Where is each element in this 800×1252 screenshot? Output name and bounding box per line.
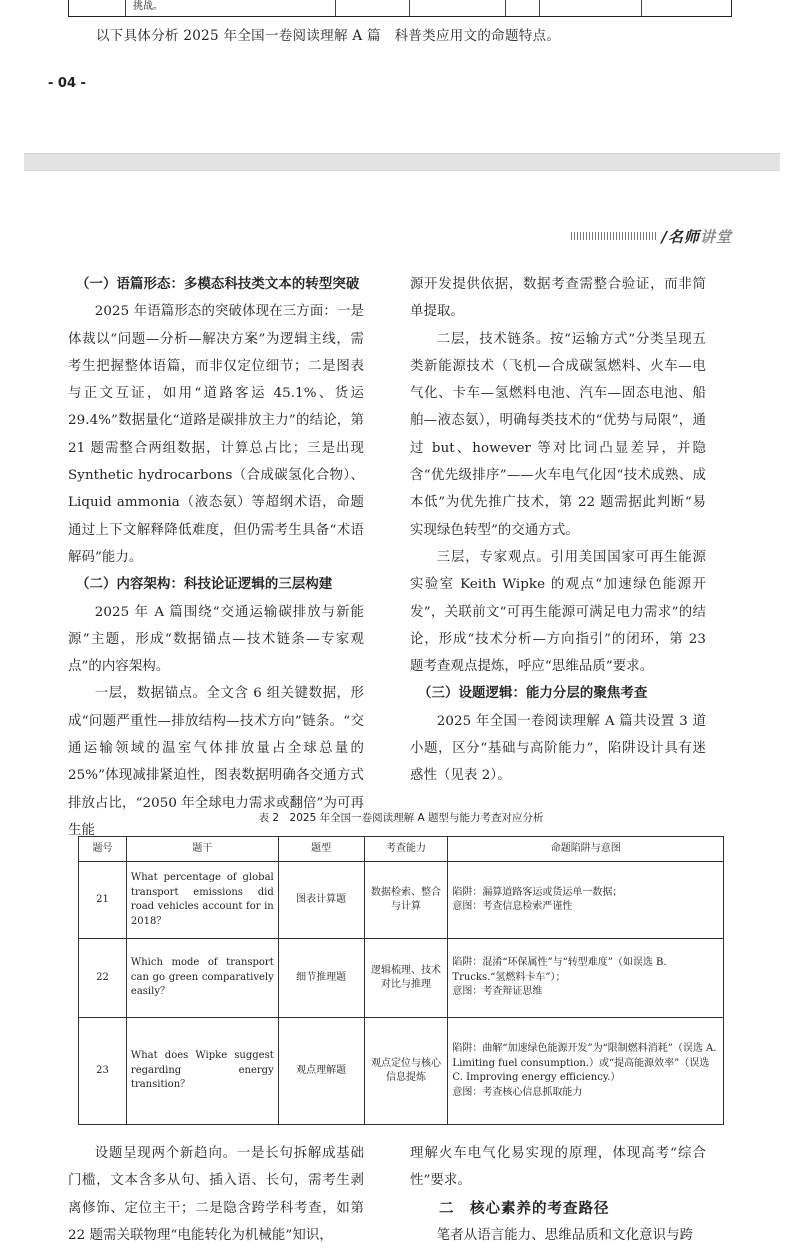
trap-intent-cell <box>448 939 724 1018</box>
intent-text: 意图：考查信息检索严谨性 <box>452 901 573 912</box>
question-number: 23 <box>79 1018 127 1125</box>
question-type: 细节推理题 <box>278 939 364 1018</box>
section-header <box>571 226 732 246</box>
ability: 逻辑梳理、技术对比与推理 <box>364 939 448 1018</box>
previous-page-last-line: 以下具体分析 2025 年全国一卷阅读理解 A 篇 科普类应用文的命题特点。 <box>96 28 561 44</box>
paragraph: 理解火车电气化易实现的原理，体现高考“综合性”要求。 <box>410 1146 706 1189</box>
trap-intent-cell <box>448 1018 724 1125</box>
subheading: （一）语篇形态：多模态科技类文本的转型突破 <box>76 276 360 292</box>
ability: 观点定位与核心信息提炼 <box>364 1018 448 1125</box>
intent-text: 意图：考查辩证思维 <box>452 986 543 998</box>
table-header-row <box>79 837 724 862</box>
trap-intent-cell <box>448 862 724 939</box>
subheading: （三）设题逻辑：能力分层的聚焦考查 <box>418 685 648 702</box>
section-heading: 二 核心素养的考查路径 <box>439 1199 610 1217</box>
question-type: 图表计算题 <box>278 862 364 939</box>
page-number: - 04 - <box>48 76 86 91</box>
ability: 数据检索、整合与计算 <box>364 862 448 939</box>
paragraph: 源开发提供依据，数据考查需整合验证，而非简单提取。 <box>410 277 706 320</box>
question-stem: What does Wipke suggest regarding energy transition？ <box>126 1018 278 1125</box>
question-stem: Which mode of transport can go green comparatively easily？ <box>126 939 278 1018</box>
subheading: （二）内容架构：科技论证逻辑的三层构建 <box>76 576 333 593</box>
trap-text: 陷阱：漏算道路客运或货运单一数据； <box>452 886 623 898</box>
paragraph: 设题呈现两个新趋向。一是长句拆解成基础门槛，文本含多从句、插入语、长句，需考生剥离修饰、定位主干；二是隐含跨学科考查，如第 22 题需关联物理“电能转化为机械能”知识， <box>68 1146 364 1243</box>
question-type: 观点理解题 <box>278 1018 364 1125</box>
page-separator <box>24 153 780 171</box>
left-column <box>68 271 364 844</box>
paragraph: 2025 年 A 篇围绕“交通运输碳排放与新能源”主题，形成“数据锚点—技术链条—专家观点”的内容架构。 <box>68 604 364 675</box>
trap-text: 陷阱：混淆“环保属性”与“转型难度”（如误选 B. Trucks.“氢燃料卡车”）； <box>452 957 667 983</box>
paragraph: 2025 年全国一卷阅读理解 A 篇共设置 3 道小题，区分“基础与高阶能力”，陷阱设计具有迷惑性（见表 2）。 <box>410 713 706 784</box>
question-number: 21 <box>79 862 127 939</box>
right-column <box>410 271 706 790</box>
previous-table-cell: 挑战。 <box>133 1 163 12</box>
header-cell: 题型 <box>278 837 364 862</box>
section-title: /名师讲堂 <box>661 227 732 246</box>
table-row <box>79 939 724 1018</box>
right-column-lower <box>410 1140 706 1249</box>
paragraph: 三层，专家观点。引用美国国家可再生能源实验室 Keith Wipke 的观点“加速绿色能源开发”，关联前文“可再生能源可满足电力需求”的结论，形成“技术分析—方向指引”的闭环，第 23 题考查观点提炼，呼应“思维品质”要求。 <box>410 549 706 675</box>
question-stem: What percentage of global transport emissions did road vehicles account for in 2018？ <box>126 862 278 939</box>
paragraph: 一层，数据锚点。全文含 6 组关键数据，形成“问题严重性—排放结构—技术方向”链条。“交通运输领域的温室气体排放量占全球总量的 25%”体现减排紧迫性，图表数据明确各交通方式排放占比，“2050 年全球电力需求或翻倍”为可再生能 <box>68 686 364 838</box>
table-caption: 表 2 2025 年全国一卷阅读理解 A 题型与能力考查对应分析 <box>258 812 544 824</box>
paragraph: 笔者从语言能力、思维品质和文化意识与跨 <box>436 1227 694 1243</box>
header-cell: 命题陷阱与意图 <box>448 837 724 862</box>
analysis-table <box>78 836 724 1125</box>
intent-text: 意图：考查核心信息抓取能力 <box>452 1086 583 1098</box>
table-row <box>79 1018 724 1125</box>
question-number: 22 <box>79 939 127 1018</box>
hatch-decoration <box>571 232 657 240</box>
left-column-lower <box>68 1140 364 1249</box>
section-title-light: 讲堂 <box>699 227 732 246</box>
header-cell: 题干 <box>126 837 278 862</box>
header-cell: 考查能力 <box>364 837 448 862</box>
trap-text: 陷阱：曲解“加速绿色能源开发”为“限制燃料消耗”（误选 A. Limiting fuel consumption.）或“提高能源效率”（误选 C. Improving energy efficiency.） <box>452 1043 717 1083</box>
paragraph: 2025 年语篇形态的突破体现在三方面：一是体裁以“问题—分析—解决方案”为逻辑主线，需考生把握整体语篇，而非仅定位细节；二是图表与正文互证，如用“道路客运 45.1%、货运 29.4%”数据量化“道路是碳排放主力”的结论，第 21 题需整合两组数据，计算总占比；三是出现 Synthetic hydrocarbons（合成碳氢化合物）、Liquid ammonia（液态氨）等超纲术语，命题通过上下文解释降低难度，但仍需考生具备“术语解码”能力。 <box>68 304 364 565</box>
table-row <box>79 862 724 939</box>
paragraph: 二层，技术链条。按“运输方式”分类呈现五类新能源技术（飞机—合成碳氢燃料、火车—电气化、卡车—氢燃料电池、汽车—固态电池、船舶—液态氨），明确每类技术的“优势与局限”，通过 but、however 等对比词凸显差异，并隐含“优先级排序”——火车电气化因“技术成熟、成本低”为优先推广技术，第 22 题需据此判断“易实现绿色转型”的交通方式。 <box>410 331 706 538</box>
section-title-bold: 名师 <box>667 227 700 246</box>
header-cell: 题号 <box>79 837 127 862</box>
previous-page-table-fragment <box>68 0 732 17</box>
